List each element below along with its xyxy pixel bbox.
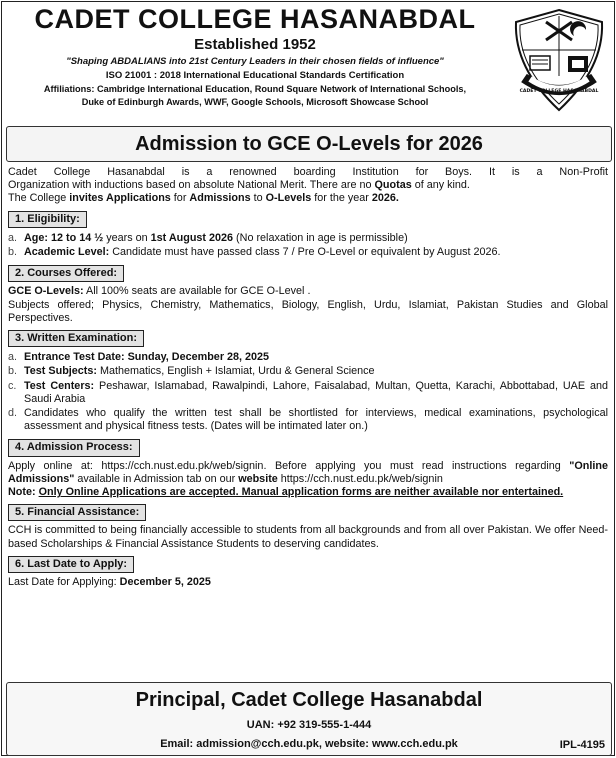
courses-gce: GCE O-Levels: All 100% seats are available for GCE O-Level . — [8, 285, 311, 298]
exam-centers: c. Test Centers: Peshawar, Islamabad, Rawalpindi, Lahore, Faisalabad, Multan, Quetta, Karachi, Abbottabad, UAE and Saudi Arabia — [8, 379, 608, 405]
college-crest-logo — [508, 6, 610, 118]
motto: "Shaping ABDALIANS into 21st Century Leaders in their chosen fields of influence" — [66, 56, 444, 67]
exam-heading: 3. Written Examination: — [8, 330, 144, 347]
eligibility-heading: 1. Eligibility: — [8, 211, 87, 228]
intro-line-1: Cadet College Hasanabdal is a renowned boarding Institution for Boys. It is a Non-Profit — [8, 166, 608, 178]
exam-shortlist: d. Candidates who qualify the written test shall be shortlisted for interviews, medical examinations, psychological assessment and physical fitness tests. (Dates will be intimated later on.) — [8, 407, 608, 433]
courses-heading: 2. Courses Offered: — [8, 265, 124, 282]
svg-text:CADET COLLEGE HASANABDAL: CADET COLLEGE HASANABDAL — [519, 89, 599, 94]
process-note: Note: Only Online Applications are accepted. Manual application forms are neither available nor entertained. — [8, 486, 564, 499]
principal-signature: Principal, Cadet College Hasanabdal — [135, 689, 483, 711]
process-text: Apply online at: https://cch.nust.edu.pk/web/signin. Before applying you must read instructions regarding "Online Admissions" available in Admission tab on our website https://cch.nust.edu.pk/web/signin — [8, 459, 608, 485]
affiliations-line-2: Duke of Edinburgh Awards, WWF, Google Schools, Microsoft Showcase School — [81, 97, 429, 107]
admission-advertisement — [1, 1, 615, 756]
footer — [6, 682, 612, 756]
established-year: Established 1952 — [194, 36, 316, 53]
exam-date: a. Entrance Test Date: Sunday, December 28, 2025 — [8, 351, 270, 364]
eligibility-academic: b. Academic Level: Candidate must have passed class 7 / Pre O-Level or equivalent by August 2026. — [8, 246, 501, 259]
courses-subjects: Subjects offered; Physics, Chemistry, Mathematics, Biology, English, Urdu, Islamiat, Pakistan Studies and Global Perspectives. — [8, 298, 608, 324]
financial-heading: 5. Financial Assistance: — [8, 504, 146, 521]
exam-subjects: b. Test Subjects: Mathematics, English + Islamiat, Urdu & General Science — [8, 365, 375, 378]
college-title: CADET COLLEGE HASANABDAL — [34, 4, 476, 34]
last-date-text: Last Date for Applying: December 5, 2025 — [8, 576, 211, 589]
uan-number: UAN: +92 319-555-1-444 — [246, 719, 372, 731]
process-heading: 4. Admission Process: — [8, 439, 140, 456]
eligibility-age: a. Age: 12 to 14 ½ years on 1st August 2026 (No relaxation in age is permissible) — [8, 231, 408, 244]
contact-info: Email: admission@cch.edu.pk, website: www.cch.edu.pk — [160, 738, 458, 750]
header — [2, 2, 614, 122]
last-date-heading: 6. Last Date to Apply: — [8, 556, 134, 573]
ipl-code: IPL-4195 — [559, 739, 605, 751]
admission-banner: Admission to GCE O-Levels for 2026 — [6, 126, 612, 162]
advertisement-body — [8, 166, 608, 589]
financial-text: CCH is committed to being financially accessible to students from all backgrounds and from all over Pakistan. We offer Need-based Scholarships & Financial Assistance Students to deserving candidates. — [8, 524, 608, 550]
affiliations-line-1: Affiliations: Cambridge International Education, Round Square Network of International Schools, — [43, 84, 467, 94]
iso-certification: ISO 21001 : 2018 International Educational Standards Certification — [105, 70, 405, 81]
intro-line-3: The College invites Applications for Admissions to O-Levels for the year 2026. — [8, 192, 399, 205]
intro-line-2: Organization with inductions based on absolute National Merit. There are no Quotas of any kind. — [8, 179, 470, 192]
